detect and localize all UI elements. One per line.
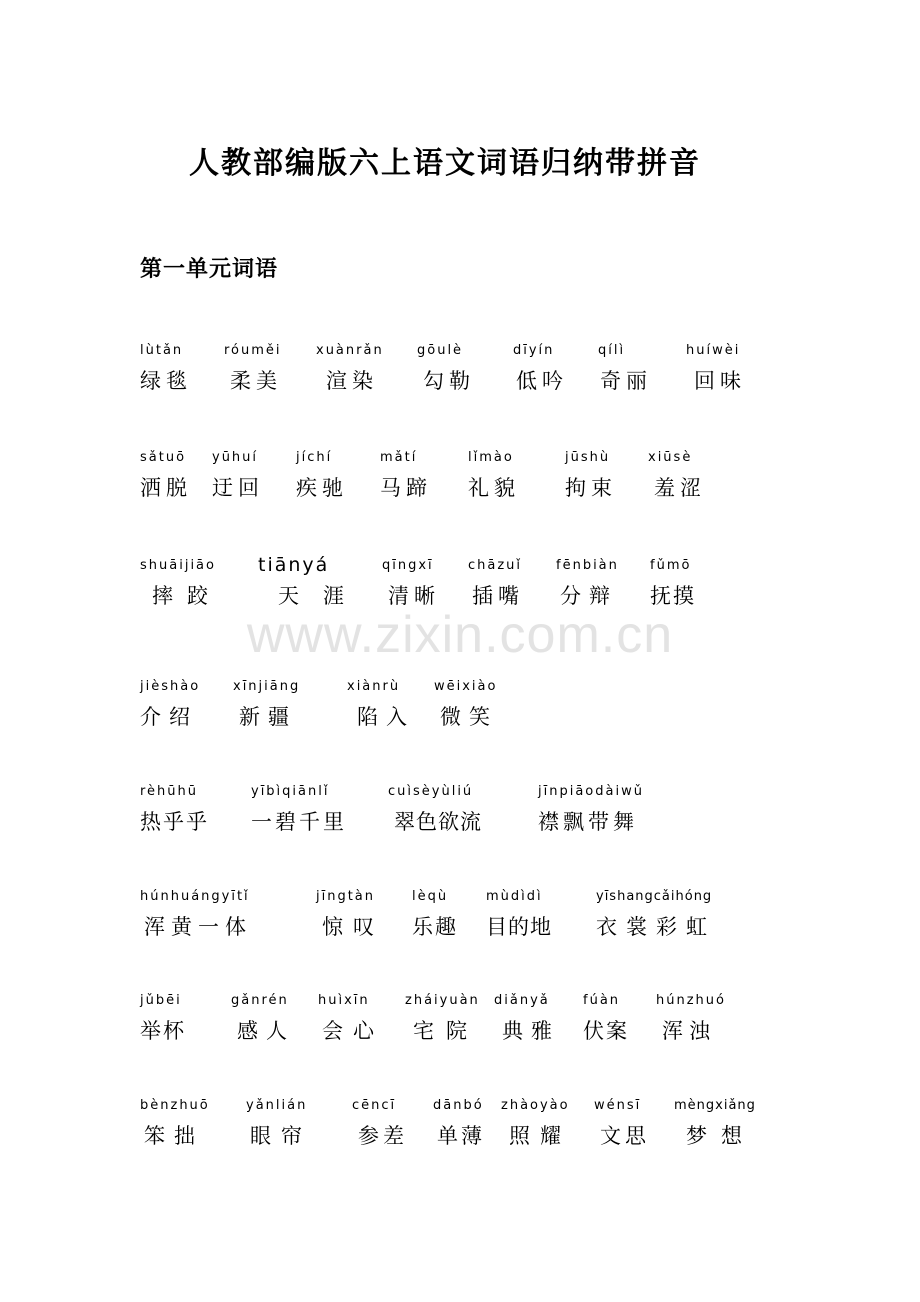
hanzi: 介绍 [140,705,198,729]
vocab-word [233,679,300,731]
pinyin: gōulè [417,343,464,358]
pinyin: jīngtàn [316,889,376,904]
pinyin: mǎtí [380,450,418,465]
pinyin: mèngxiǎng [674,1098,756,1113]
hanzi: 拘束 [565,476,617,500]
vocab-word [316,343,384,395]
hanzi: 浑浊 [662,1019,716,1043]
hanzi: 举杯 [140,1019,186,1043]
pinyin: mùdìdì [486,889,543,904]
pinyin: huíwèi [686,343,741,358]
hanzi: 渲染 [326,369,378,393]
vocab-word [565,450,617,502]
pinyin: yībìqiānlǐ [251,784,330,799]
pinyin: gǎnrén [231,993,289,1008]
hanzi: 衣裳彩虹 [596,915,716,939]
vocab-word [486,889,552,941]
vocab-word [433,1098,485,1150]
vocab-word [468,558,524,610]
vocab-word [494,993,560,1045]
hanzi: 单薄 [437,1124,485,1148]
vocab-word [583,993,629,1045]
pinyin: yīshangcǎihóng [596,889,713,904]
hanzi: 分辩 [560,584,618,608]
vocab-row [0,889,920,949]
vocab-word [224,343,282,395]
pinyin: wēixiào [434,679,498,694]
hanzi: 会心 [322,1019,384,1043]
vocab-word [538,784,644,836]
vocab-word [140,889,252,941]
watermark: www.zixin.com.cn [246,606,674,664]
hanzi: 照耀 [509,1124,571,1148]
hanzi: 微笑 [440,705,498,729]
pinyin: shuāijiāo [140,558,216,573]
hanzi: 绿毯 [140,369,192,393]
pinyin: cēncī [352,1098,397,1113]
vocab-word [316,889,384,941]
vocab-word [596,889,716,941]
hanzi: 感人 [237,1019,295,1043]
vocab-word [140,343,192,395]
pinyin: húnzhuó [656,993,726,1008]
pinyin: bènzhuō [140,1098,210,1113]
hanzi: 迂回 [212,476,264,500]
pinyin: róuměi [224,343,282,358]
vocab-word [412,889,458,941]
vocab-word [405,993,480,1045]
vocab-word [258,554,368,610]
pinyin: dānbó [433,1098,484,1113]
vocab-word [380,450,432,502]
vocab-word [347,679,415,731]
pinyin: húnhuángyītǐ [140,889,250,904]
hanzi: 马蹄 [380,476,432,500]
vocab-word [212,450,264,502]
pinyin: jūshù [565,450,611,465]
hanzi: 奇丽 [600,369,652,393]
hanzi: 回味 [694,369,746,393]
pinyin: fēnbiàn [556,558,619,573]
hanzi: 天涯 [278,584,368,608]
vocab-word [318,993,384,1045]
hanzi: 插嘴 [472,584,524,608]
vocab-word [650,558,696,610]
section-title: 第一单元词语 [140,256,279,282]
hanzi: 柔美 [230,369,282,393]
vocab-word [417,343,475,395]
hanzi: 襟飘带舞 [538,810,638,834]
vocab-word [656,993,726,1045]
pinyin: zháiyuàn [405,993,480,1008]
vocab-word [686,343,746,395]
hanzi: 宅院 [413,1019,479,1043]
pinyin: lǐmào [468,450,514,465]
vocab-word [352,1098,408,1150]
hanzi: 抚摸 [650,584,696,608]
pinyin: jièshào [140,679,201,694]
pinyin: wénsī [594,1098,642,1113]
pinyin: jǔbēi [140,993,182,1008]
vocab-word [251,784,347,836]
hanzi: 目的地 [486,915,552,939]
hanzi: 热乎乎 [140,810,209,834]
hanzi: 一碧千里 [251,810,347,834]
pinyin: jīnpiāodàiwǔ [538,784,644,799]
vocab-row [0,450,920,510]
pinyin: tiānyá [258,554,330,576]
pinyin: xīnjiāng [233,679,301,694]
vocab-word [598,343,652,395]
vocab-word [140,784,209,836]
vocab-row [0,679,920,739]
pinyin: qílì [598,343,626,358]
pinyin: fúàn [583,993,621,1008]
hanzi: 文思 [600,1124,650,1148]
hanzi: 低吟 [516,369,568,393]
pinyin: jíchí [296,450,333,465]
vocab-word [140,1098,210,1150]
vocab-row [0,993,920,1053]
hanzi: 浑黄一体 [144,915,252,939]
pinyin: dīyín [513,343,555,358]
hanzi: 笨拙 [144,1124,204,1148]
hanzi: 眼帘 [250,1124,312,1148]
pinyin: fǔmō [650,558,692,573]
hanzi: 疾驰 [296,476,348,500]
hanzi: 摔跤 [152,584,222,608]
vocab-row [0,784,920,844]
vocab-word [594,1098,650,1150]
pinyin: zhàoyào [501,1098,570,1113]
hanzi: 翠色欲流 [394,810,482,834]
hanzi: 羞涩 [654,476,706,500]
pinyin: huìxīn [318,993,370,1008]
vocab-word [388,784,482,836]
vocab-word [231,993,295,1045]
vocab-word [513,343,568,395]
pinyin: xiànrù [347,679,401,694]
hanzi: 伏案 [583,1019,629,1043]
pinyin: qīngxī [382,558,434,573]
vocab-word [140,558,222,610]
hanzi: 礼貌 [468,476,520,500]
hanzi: 惊叹 [322,915,384,939]
hanzi: 洒脱 [140,476,192,500]
vocab-word [140,993,186,1045]
vocab-word [140,450,192,502]
hanzi: 梦想 [686,1124,756,1148]
pinyin: xiūsè [648,450,693,465]
pinyin: yǎnlián [246,1098,308,1113]
hanzi: 乐趣 [412,915,458,939]
vocab-word [501,1098,571,1150]
vocab-word [296,450,348,502]
pinyin: diǎnyǎ [494,993,550,1008]
pinyin: cuìsèyùliú [388,784,474,799]
pinyin: chāzuǐ [468,558,523,573]
vocab-word [556,558,619,610]
page-title: 人教部编版六上语文词语归纳带拼音 [189,146,701,181]
vocab-word [648,450,706,502]
vocab-row [0,1098,920,1158]
pinyin: sǎtuō [140,450,187,465]
pinyin: lùtǎn [140,343,184,358]
pinyin: rèhūhū [140,784,199,799]
pinyin: lèqù [412,889,449,904]
hanzi: 新疆 [239,705,297,729]
pinyin: yūhuí [212,450,259,465]
hanzi: 参差 [358,1124,408,1148]
hanzi: 典雅 [502,1019,560,1043]
vocab-row [0,343,920,403]
hanzi: 陷入 [357,705,415,729]
hanzi: 清晰 [388,584,440,608]
vocab-word [382,558,440,610]
vocab-word [140,679,200,731]
vocab-word [246,1098,312,1150]
vocab-word [468,450,520,502]
pinyin: xuànrǎn [316,343,384,358]
vocab-word [674,1098,756,1150]
vocab-row [0,554,920,618]
hanzi: 勾勒 [423,369,475,393]
vocab-word [434,679,498,731]
